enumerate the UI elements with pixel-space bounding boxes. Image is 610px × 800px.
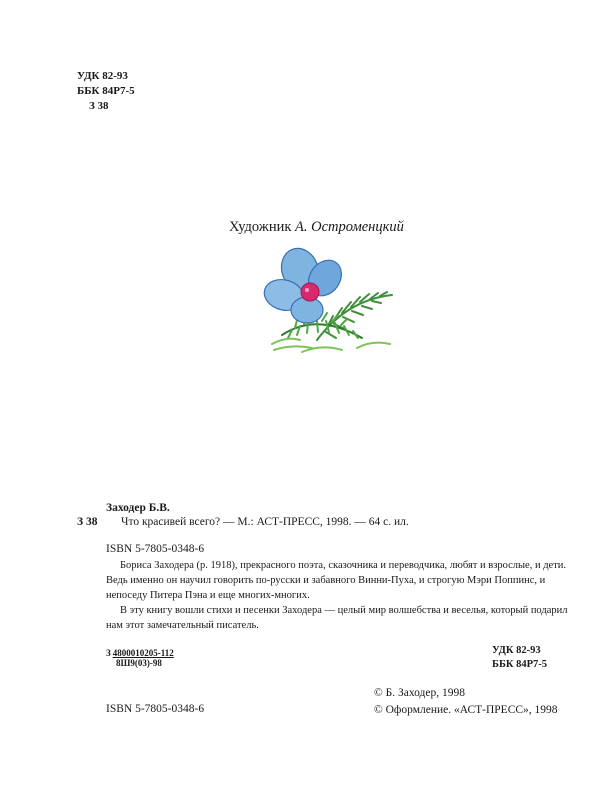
artist-credit — [229, 219, 404, 236]
code-number: 4800010205-112 — [112, 648, 174, 658]
author-mark: З 38 — [89, 100, 109, 112]
annotation-paragraph: В эту книгу вошли стихи и песенки Заходера — целый мир волшебства и веселья, который подарил нам этот замечательный писатель. — [106, 605, 568, 631]
flower-head — [262, 243, 348, 323]
isbn-bottom: ISBN 5-7805-0348-6 — [106, 703, 205, 715]
copyright-author: © Б. Заходер, 1998 — [374, 687, 466, 699]
bbk-code: ББК 84Р7-5 — [77, 85, 135, 97]
fern-frond — [326, 292, 387, 338]
artist-name: А. Остроменцкий — [295, 219, 404, 235]
copyright-block — [374, 685, 558, 719]
fern-lower — [282, 324, 362, 338]
author-name: Заходер Б.В. — [106, 502, 170, 514]
bibliographic-entry: Что красивей всего? — М.: АСТ-ПРЕСС, 1998. — 64 с. ил. — [121, 516, 409, 528]
code-series: 8Ш9(03)-98 — [116, 658, 162, 668]
udk-code: УДК 82-93 — [77, 70, 128, 82]
flower-center-dot — [305, 288, 309, 292]
artist-label: Художник — [229, 219, 292, 235]
annotation-paragraph: Бориса Заходера (р. 1918), прекрасного поэта, сказочника и переводчика, любят и взрослые, и дети. Ведь именно он научил говорить по-русски и забавного Винни-Пуха, и строгую Мэри Поппинс, и непоседу Питера Пэна и еще многих-многих. — [106, 560, 567, 601]
flower-center — [301, 283, 319, 301]
catalog-fraction-code — [106, 648, 174, 668]
grass-blades — [272, 339, 390, 352]
udk-block-top — [77, 69, 135, 114]
udk-code: УДК 82-93 — [492, 645, 541, 656]
bbk-code: ББК 84Р7-5 — [492, 659, 548, 670]
copyright-design: © Оформление. «АСТ-ПРЕСС», 1998 — [374, 704, 558, 716]
flower-illustration — [262, 240, 402, 355]
annotation — [106, 558, 576, 633]
code-prefix: З — [106, 648, 111, 658]
udk-block-bottom — [492, 644, 547, 672]
isbn-catalog: ISBN 5-7805-0348-6 — [106, 543, 205, 555]
catalog-code: З 38 — [77, 516, 98, 528]
